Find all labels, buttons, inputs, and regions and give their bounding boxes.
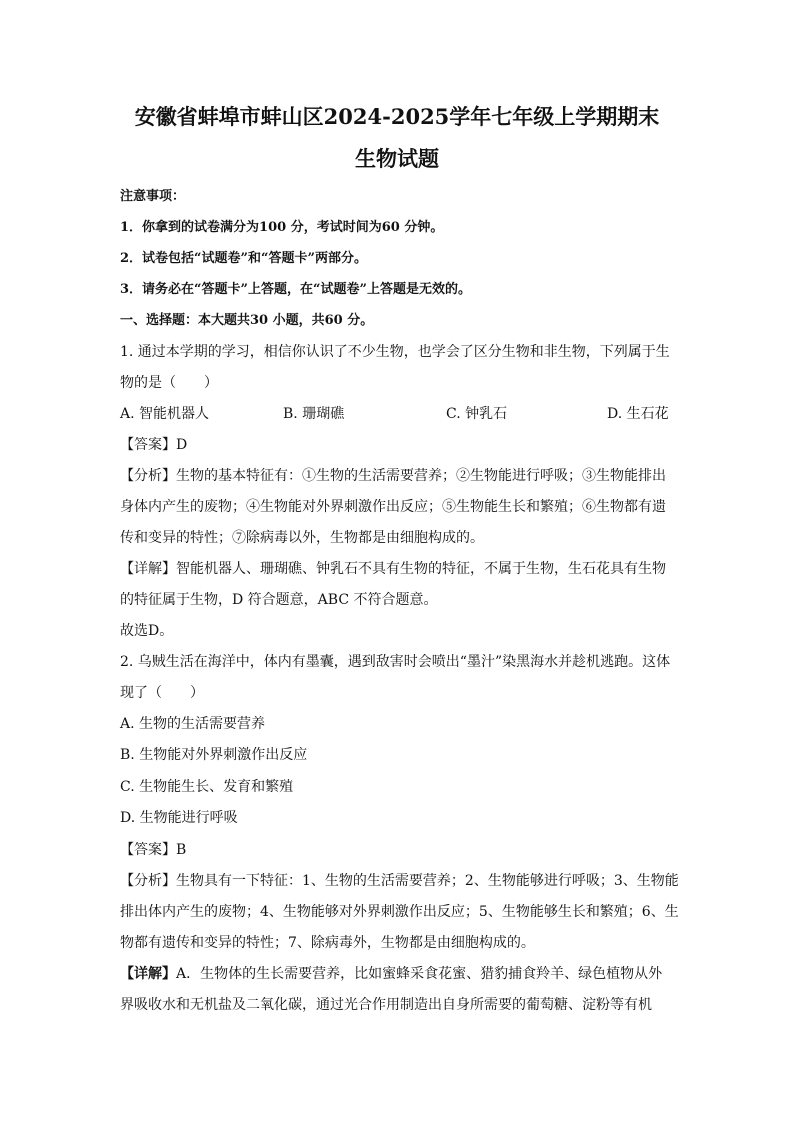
- q2-analysis-line-1: [120, 871, 679, 891]
- q1-detail-line-2: 的特征属于生物，D 符合题意，ABC 不符合题意。: [120, 592, 438, 608]
- q1-option-a: A. 智能机器人: [120, 406, 210, 422]
- q2-detail-label: 【详解】: [120, 966, 176, 982]
- q2-detail-text-1: A．生物体的生长需要营养，比如蜜蜂采食花蜜、猎豹捕食羚羊、绿色植物从外: [176, 966, 663, 982]
- q2-analysis-line-3: 物都有遗传和变异的特性；7、除病毒外，生物都是由细胞构成的。: [120, 935, 535, 951]
- q1-conclusion: 故选D。: [120, 623, 174, 639]
- q1-stem-line-1: 1. 通过本学期的学习，相信你认识了不少生物，也学会了区分生物和非生物，下列属于生: [120, 344, 670, 360]
- q1-analysis-text-1: 生物的基本特征有：①生物的生活需要营养；②生物能进行呼吸；③生物能排出: [176, 468, 666, 484]
- q1-analysis-label: 【分析】: [120, 468, 176, 484]
- q1-answer: 【答案】D: [120, 437, 188, 453]
- q1-detail-label: 【详解】: [120, 561, 176, 577]
- q1-stem-line-2: 物的是（ ）: [120, 375, 218, 391]
- q2-stem-line-2: 现了（ ）: [120, 685, 204, 701]
- q2-stem-line-1: 2. 乌贼生活在海洋中，体内有墨囊，遇到敌害时会喷出“墨汁”染黑海水并趁机逃跑。这体: [120, 654, 671, 670]
- q2-detail-line-2: 界吸收水和无机盐及二氧化碳，通过光合作用制造出自身所需要的葡萄糖、淀粉等有机: [120, 997, 652, 1013]
- notice-item-1: 1．你拿到的试卷满分为100 分，考试时间为60 分钟。: [120, 220, 444, 235]
- q2-analysis-label: 【分析】: [120, 873, 176, 889]
- q2-option-c: C. 生物能生长、发育和繁殖: [120, 779, 294, 795]
- page-title: 安徽省蚌埠市蚌山区2024-2025学年七年级上学期期末: [134, 104, 660, 129]
- q2-option-a: A. 生物的生活需要营养: [120, 716, 266, 732]
- page-subtitle: 生物试题: [355, 146, 439, 171]
- q2-option-d: D. 生物能进行呼吸: [120, 810, 238, 826]
- q1-option-d: D. 生石花: [607, 406, 669, 422]
- q1-analysis-line-3: 传和变异的特性；⑦除病毒以外，生物都是由细胞构成的。: [120, 530, 484, 546]
- q2-analysis-line-2: 排出体内产生的废物；4、生物能够对外界刺激作出反应；5、生物能够生长和繁殖；6、生: [120, 904, 679, 920]
- q2-detail-line-1: [120, 964, 674, 984]
- q1-option-b: B. 珊瑚礁: [283, 406, 345, 422]
- q1-analysis-line-2: 身体内产生的废物；④生物能对外界刺激作出反应；⑤生物能生长和繁殖；⑥生物都有遗: [120, 499, 666, 515]
- q1-option-c: C. 钟乳石: [446, 406, 508, 422]
- q2-option-b: B. 生物能对外界刺激作出反应: [120, 747, 308, 763]
- q2-answer: 【答案】B: [120, 842, 187, 858]
- q1-detail-line-1: [120, 559, 674, 579]
- q1-analysis-line-1: [120, 466, 674, 486]
- q1-detail-text-1: 智能机器人、珊瑚礁、钟乳石不具有生物的特征，不属于生物，生石花具有生物: [176, 561, 666, 577]
- notice-item-2: 2．试卷包括“试题卷”和“答题卡”两部分。: [120, 251, 367, 266]
- notice-heading: 注意事项：: [120, 189, 186, 204]
- notice-item-3: 3．请务必在“答题卡”上答题，在“试题卷”上答题是无效的。: [120, 282, 471, 297]
- q2-analysis-text-1: 生物具有一下特征：1、生物的生活需要营养；2、生物能够进行呼吸；3、生物能: [176, 873, 679, 889]
- section-heading: 一、选择题：本大题共30 小题，共60 分。: [120, 313, 374, 328]
